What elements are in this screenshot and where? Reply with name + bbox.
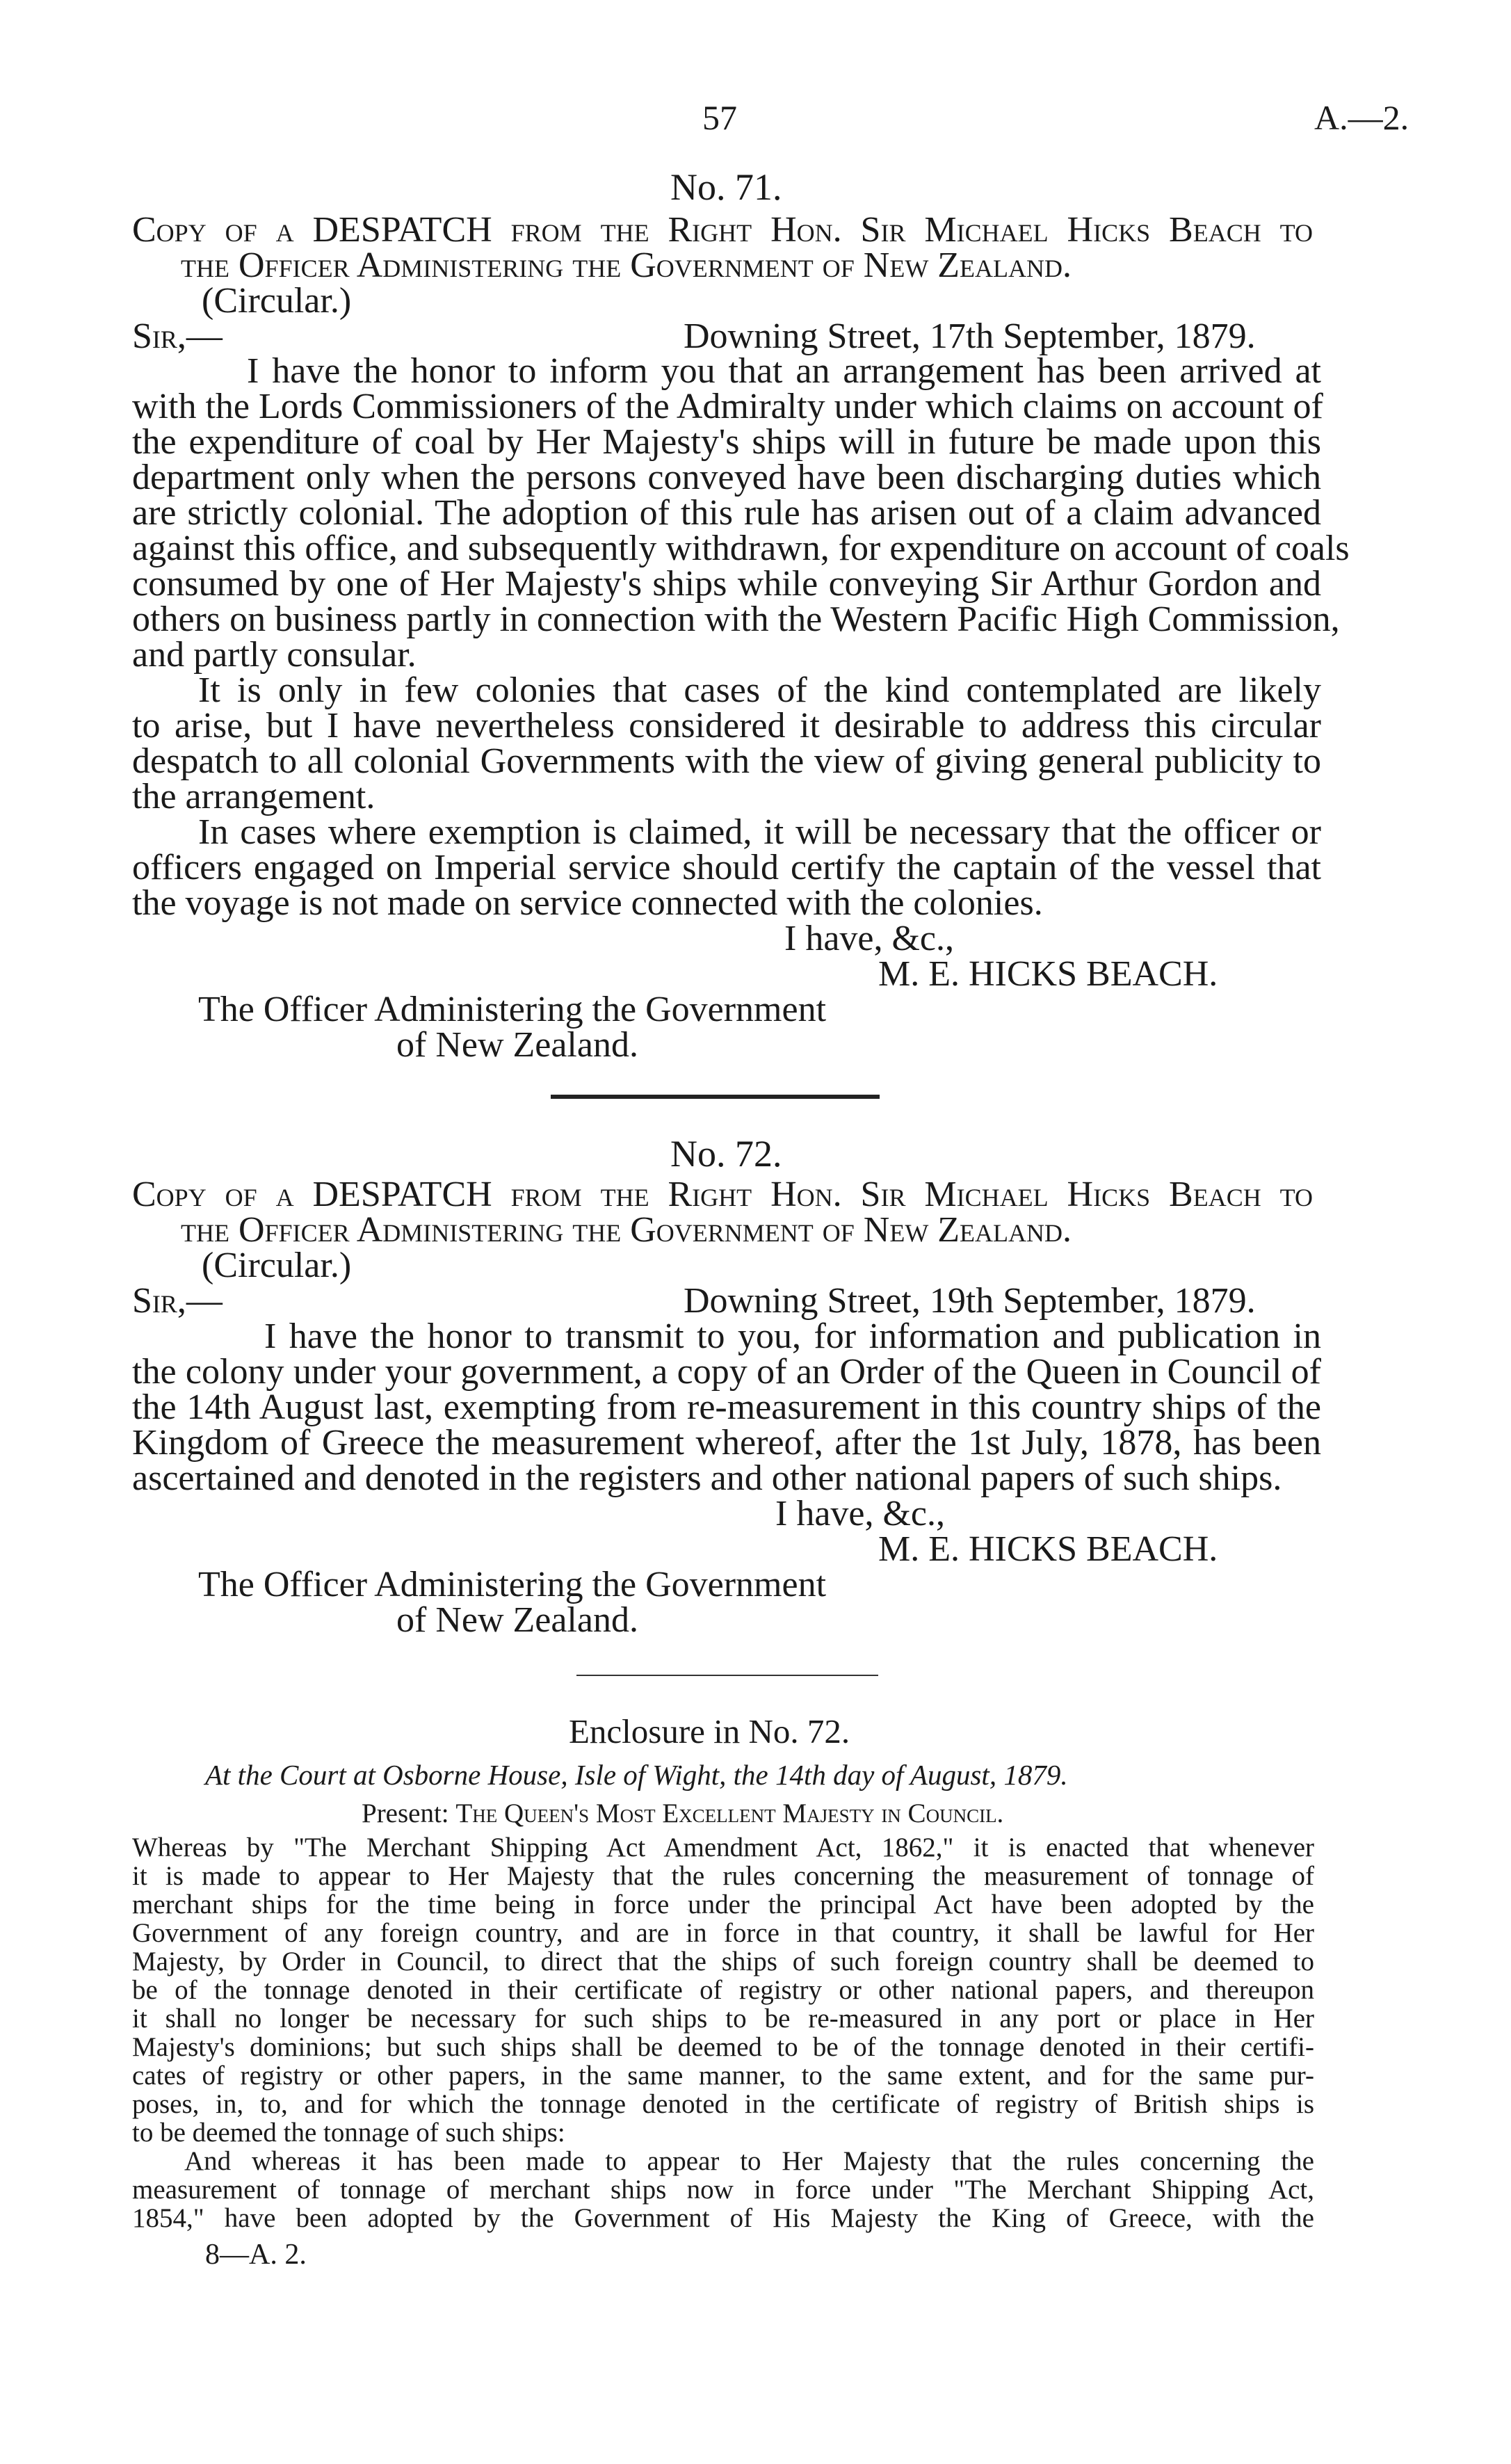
despatch-71-body-line: officers engaged on Imperial service should certify the captain of the vessel that bbox=[132, 848, 1321, 887]
despatch-71-salutation: Sir,— bbox=[132, 316, 223, 356]
despatch-71-place-date: Downing Street, 17th September, 1879. bbox=[684, 316, 1256, 356]
despatch-71-addressee: The Officer Administering the Government bbox=[198, 990, 827, 1029]
despatch-71-body-line: and partly consular. bbox=[132, 635, 417, 675]
despatch-72-number: No. 72. bbox=[670, 1133, 782, 1175]
enclosure-body-line: Majesty's dominions; but such ships shall be deemed to be of the tonnage denoted in their certifi- bbox=[132, 2032, 1314, 2062]
despatch-72-addressee: The Officer Administering the Government bbox=[198, 1565, 827, 1604]
enclosure-body-line: 1854," have been adopted by the Government of His Majesty the King of Greece, with the bbox=[132, 2203, 1314, 2233]
despatch-72-place-date: Downing Street, 19th September, 1879. bbox=[684, 1281, 1256, 1321]
despatch-71-body-line: with the Lords Commissioners of the Admiralty under which claims on account of bbox=[132, 387, 1323, 426]
despatch-71-title-line2: the Officer Administering the Government of New Zealand. bbox=[181, 245, 1072, 285]
despatch-72-body-line: the 14th August last, exempting from re-measurement in this country ships of the bbox=[132, 1387, 1321, 1427]
despatch-71-body-line: In cases where exemption is claimed, it will be necessary that the officer or bbox=[198, 812, 1321, 852]
despatch-71-body-line: department only when the persons conveyed have been discharging duties which bbox=[132, 458, 1321, 497]
enclosure-present bbox=[362, 1798, 1003, 1829]
enclosure-heading: Enclosure in No. 72. bbox=[569, 1712, 850, 1750]
despatch-71-body-line: despatch to all colonial Governments with the view of giving general publicity to bbox=[132, 741, 1321, 781]
despatch-71-body-line: the voyage is not made on service connected with the colonies. bbox=[132, 883, 1043, 923]
enclosure-body-line: Government of any foreign country, and are in force in that country, it shall be lawful for Her bbox=[132, 1918, 1314, 1948]
despatch-71-signature: M. E. HICKS BEACH. bbox=[878, 954, 1218, 994]
enclosure-body-line: merchant ships for the time being in force under the principal Act have been adopted by the bbox=[132, 1890, 1314, 1919]
despatch-71-body-line: against this office, and subsequently withdrawn, for expenditure on account of coals bbox=[132, 529, 1350, 568]
enclosure-body-line: cates of registry or other papers, in the same manner, to the same extent, and for the same pur- bbox=[132, 2061, 1314, 2091]
despatch-71-title-line1: Copy of a DESPATCH from the Right Hon. Sir Michael Hicks Beach to bbox=[132, 210, 1313, 250]
despatch-71-body-line: I have the honor to inform you that an arrangement has been arrived at bbox=[247, 351, 1321, 391]
enclosure-body-line: it is made to appear to Her Majesty that the rules concerning the measurement of tonnage of bbox=[132, 1861, 1314, 1891]
despatch-72-body-line: the colony under your government, a copy of an Order of the Queen in Council of bbox=[132, 1352, 1321, 1392]
despatch-72-signature: M. E. HICKS BEACH. bbox=[878, 1529, 1218, 1569]
page-number: 57 bbox=[702, 98, 737, 137]
despatch-71-closing: I have, &c., bbox=[784, 919, 955, 958]
despatch-72-addressee: of New Zealand. bbox=[396, 1600, 638, 1640]
despatch-71-body-line: the expenditure of coal by Her Majesty's ships will in future be made upon this bbox=[132, 422, 1321, 462]
despatch-71-addressee: of New Zealand. bbox=[396, 1025, 638, 1065]
despatch-71-body-line: others on business partly in connection with the Western Pacific High Commission, bbox=[132, 599, 1340, 639]
enclosure-body-line: And whereas it has been made to appear to Her Majesty that the rules concerning the bbox=[184, 2146, 1314, 2176]
despatch-71-body-line: consumed by one of Her Majesty's ships while conveying Sir Arthur Gordon and bbox=[132, 564, 1321, 604]
despatch-71-body-line: It is only in few colonies that cases of the kind contemplated are likely bbox=[198, 670, 1321, 710]
enclosure-body-line: Whereas by "The Merchant Shipping Act Amendment Act, 1862," it is enacted that whenever bbox=[132, 1833, 1314, 1862]
despatch-71-body-line: the arrangement. bbox=[132, 777, 375, 816]
enclosure-body-line: Majesty, by Order in Council, to direct that the ships of such foreign country shall be deemed to bbox=[132, 1947, 1314, 1976]
despatch-72-title-line2: the Officer Administering the Government of New Zealand. bbox=[181, 1210, 1072, 1250]
printer-signature-mark: 8—A. 2. bbox=[205, 2239, 307, 2271]
present-text: The Queen's Most Excellent Majesty in Council. bbox=[455, 1798, 1004, 1828]
despatch-71-body-line: to arise, but I have nevertheless considered it desirable to address this circular bbox=[132, 706, 1321, 746]
despatch-71-number: No. 71. bbox=[670, 166, 782, 208]
enclosure-body-line: be of the tonnage denoted in their certificate of registry or other national papers, and thereupon bbox=[132, 1975, 1314, 2005]
present-label: Present: bbox=[362, 1798, 449, 1828]
despatch-72-body-line: ascertained and denoted in the registers and other national papers of such ships. bbox=[132, 1458, 1282, 1498]
despatch-72-title-line1: Copy of a DESPATCH from the Right Hon. Sir Michael Hicks Beach to bbox=[132, 1175, 1313, 1214]
enclosure-body-line: poses, in, to, and for which the tonnage denoted in the certificate of registry of British ships is bbox=[132, 2089, 1314, 2119]
section-divider-thin bbox=[576, 1675, 878, 1676]
enclosure-body-line: to be deemed the tonnage of such ships: bbox=[132, 2118, 565, 2148]
section-divider-thick bbox=[551, 1095, 880, 1099]
despatch-72-closing: I have, &c., bbox=[775, 1494, 946, 1533]
enclosure-body-line: it shall no longer be necessary for such ships to be re-measured in any port or place in Her bbox=[132, 2004, 1314, 2034]
paper-reference: A.—2. bbox=[1314, 98, 1409, 137]
despatch-71-circular: (Circular.) bbox=[202, 281, 352, 321]
enclosure-body-line: measurement of tonnage of merchant ships now in force under "The Merchant Shipping Act, bbox=[132, 2175, 1314, 2205]
despatch-72-body-line: I have the honor to transmit to you, for information and publication in bbox=[264, 1316, 1321, 1356]
despatch-72-circular: (Circular.) bbox=[202, 1246, 352, 1285]
enclosure-court-line: At the Court at Osborne House, Isle of Wight, the 14th day of August, 1879. bbox=[205, 1759, 1068, 1791]
despatch-72-body-line: Kingdom of Greece the measurement whereof, after the 1st July, 1878, has been bbox=[132, 1423, 1321, 1463]
despatch-71-body-line: are strictly colonial. The adoption of this rule has arisen out of a claim advanced bbox=[132, 493, 1321, 533]
despatch-72-salutation: Sir,— bbox=[132, 1281, 223, 1321]
